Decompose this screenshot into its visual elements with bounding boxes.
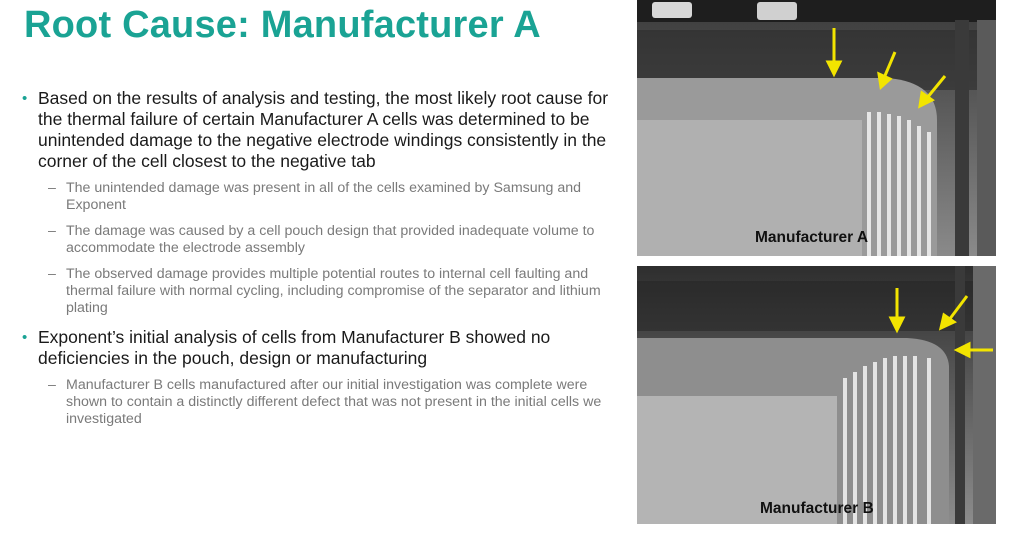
label-manufacturer-a: Manufacturer A (755, 229, 869, 246)
sub-item-text: The damage was caused by a cell pouch design that provided inadequate volume to accommodate the electrode assembly (66, 223, 595, 256)
sub-item: – Manufacturer B cells manufactured after our initial investigation was complete were shown to contain a distinctly different defect that was not present in the initial cells we investigated (48, 377, 602, 427)
bullet-2-text: Exponent’s initial analysis of cells from Manufacturer B showed no deficiencies in the pouch, design or manufacturing (38, 327, 551, 368)
sub-item: – The unintended damage was present in all of the cells examined by Samsung and Exponent (48, 180, 582, 213)
sub-item: – The damage was caused by a cell pouch design that provided inadequate volume to accommodate the electrode assembly (48, 223, 595, 256)
bullet-content (22, 88, 612, 438)
arrow-group-b (637, 266, 996, 524)
bullet-2-subitems (22, 377, 612, 428)
slide-title: Root Cause: Manufacturer A (24, 4, 541, 46)
bullet-dot-icon: • (22, 90, 28, 107)
sub-item: – The observed damage provides multiple potential routes to internal cell faulting and thermal failure with normal cycling, including compromise of the separator and lithium plating (48, 266, 601, 316)
bullet-1-text: Based on the results of analysis and testing, the most likely root cause for the thermal failure of certain Manufacturer A cells was determined to be unintended damage to the negative electrode windings consistently in the corner of the cell closest to the negative tab (38, 88, 609, 171)
bullet-dot-icon: • (22, 329, 28, 346)
bullet-1-subitems (22, 180, 612, 317)
sub-item-text: The observed damage provides multiple potential routes to internal cell faulting and thermal failure with normal cycling, including compromise of the separator and lithium plating (66, 266, 601, 316)
label-manufacturer-b: Manufacturer B (760, 500, 874, 517)
bullet-1 (22, 88, 612, 172)
arrow-group-a (637, 0, 996, 256)
bullet-2 (22, 327, 612, 369)
sub-item-text: The unintended damage was present in all of the cells examined by Samsung and Exponent (66, 180, 582, 213)
sub-item-text: Manufacturer B cells manufactured after our initial investigation was complete were shown to contain a distinctly different defect that was not present in the initial cells we investigated (66, 377, 602, 427)
